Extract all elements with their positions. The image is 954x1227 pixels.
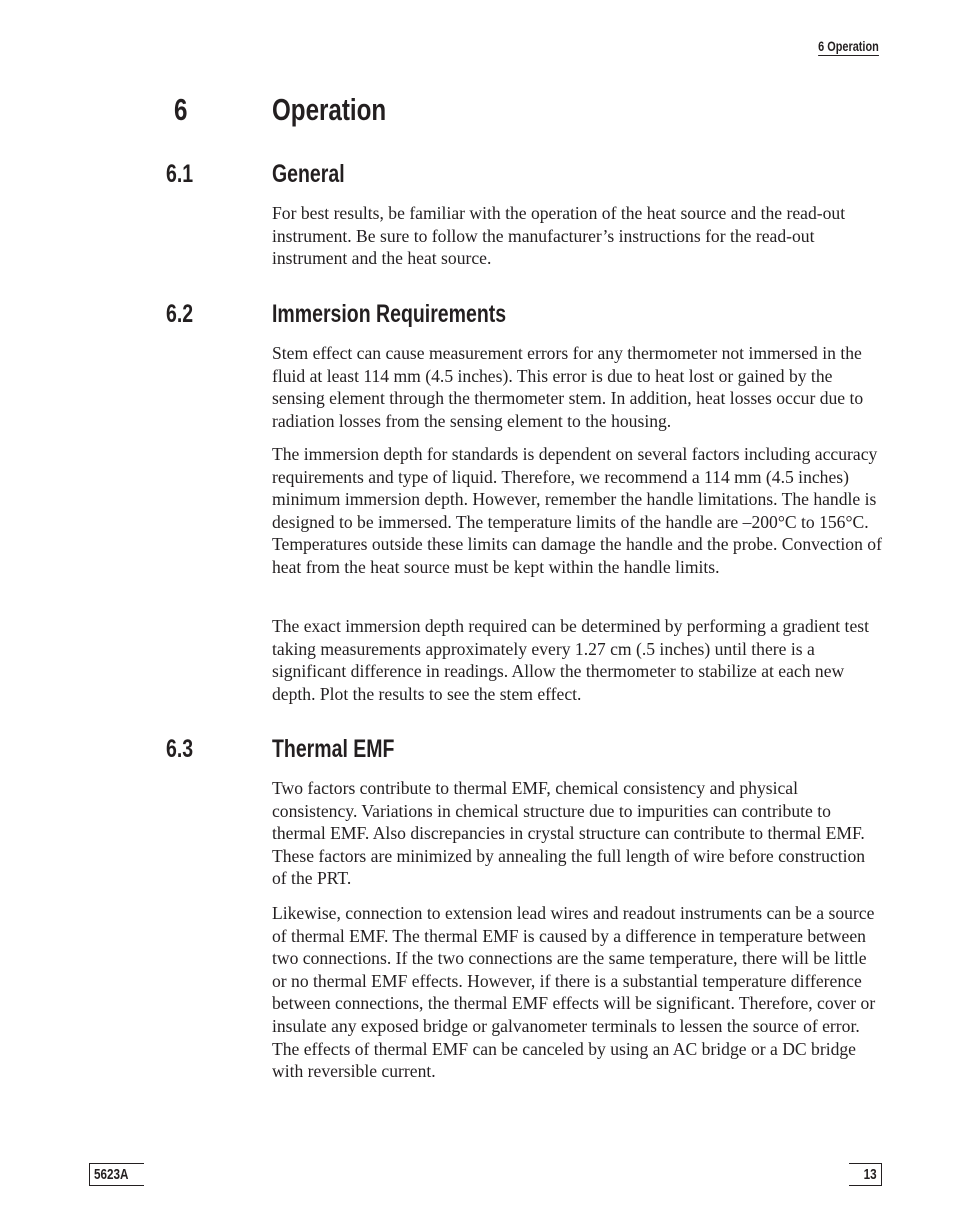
- paragraph-immersion-3: The exact immersion depth required can be determined by performing a gradient test taking measurements approximately every 1.27 cm (.5 inches) until there is a significant difference in readings. Allow the thermometer to stabilize at each new depth. Plot the results to see the stem effect.: [272, 616, 869, 704]
- chapter-title: Operation: [272, 92, 387, 127]
- footer-page-number-text: 13: [863, 1166, 877, 1183]
- paragraph-thermal-emf-1: Two factors contribute to thermal EMF, chemical consistency and physical consistency. Variations in chemical structure due to impurities can contribute to thermal EMF. Also discrepancies in crystal structure can contribute to thermal EMF. These factors are minimized by annealing the full length of wire before construction of the PRT.: [272, 778, 866, 889]
- footer-page-number: [849, 1163, 882, 1186]
- section-title-general: General: [272, 160, 345, 188]
- chapter-number: 6: [174, 92, 188, 127]
- footer-model: [89, 1163, 144, 1186]
- paragraph-general-1: For best results, be familiar with the operation of the heat source and the read-out instrument. Be sure to follow the manufacturer’s instructions for the read-out instrument and the heat source.: [272, 203, 846, 269]
- paragraph-immersion-2: The immersion depth for standards is dependent on several factors including accuracy requirements and type of liquid. Therefore, we recommend a 114 mm (4.5 inches) minimum immersion depth. However, remember the handle limitations. The handle is designed to be immersed. The temperature limits of the handle are –200°C to 156°C. Temperatures outside these limits can damage the handle and the probe. Convection of heat from the heat source must be kept within the handle limits.: [272, 444, 882, 577]
- section-number-6-2: 6.2: [166, 300, 194, 328]
- section-title-thermal-emf: Thermal EMF: [272, 735, 395, 763]
- section-number-6-1: 6.1: [166, 160, 194, 188]
- paragraph-immersion-1: Stem effect can cause measurement errors for any thermometer not immersed in the fluid at least 114 mm (4.5 inches). This error is due to heat lost or gained by the sensing element through the thermometer stem. In addition, heat losses occur due to radiation losses from the sensing element to the housing.: [272, 343, 864, 431]
- paragraph-thermal-emf-2: Likewise, connection to extension lead wires and readout instruments can be a source of thermal EMF. The thermal EMF is caused by a difference in temperature between two connections. If the two connections are the same temperature, there will be little or no thermal EMF effects. However, if there is a substantial temperature difference between connections, the thermal EMF effects will be significant. Therefore, cover or insulate any exposed bridge or galvanometer terminals to lessen the source of error. The effects of thermal EMF can be canceled by using an AC bridge or a DC bridge with reversible current.: [272, 903, 876, 1082]
- running-head: 6 Operation: [818, 38, 879, 54]
- footer-model-text: 5623A: [94, 1166, 129, 1183]
- section-title-immersion-requirements: Immersion Requirements: [272, 300, 507, 328]
- section-number-6-3: 6.3: [166, 735, 194, 763]
